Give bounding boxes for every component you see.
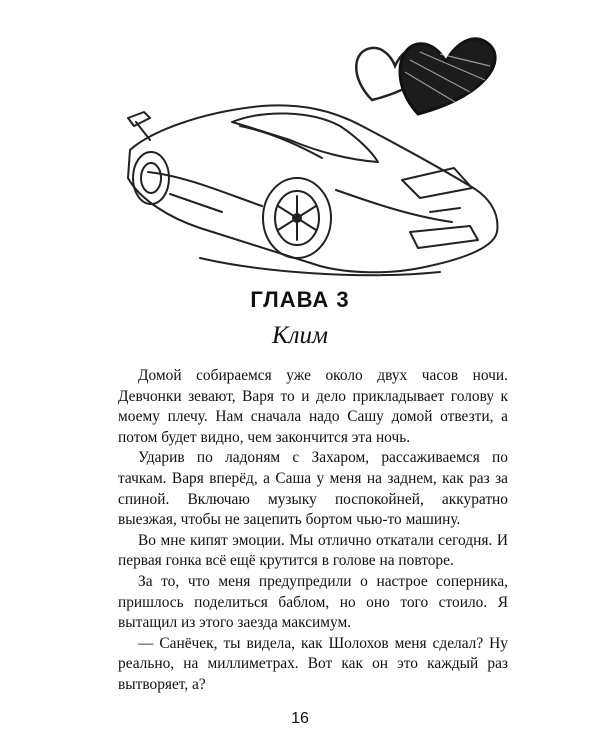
scribbled-heart-icon — [400, 39, 495, 114]
page-number: 16 — [291, 710, 309, 727]
chapter-subtitle: Клим — [272, 322, 328, 349]
paragraph: Во мне кипят эмоции. Мы отлично откатали сегодня. И первая гонка всё ещё крутится в голове на повторе. — [118, 531, 508, 570]
chapter-heading: ГЛАВА 3 — [250, 287, 350, 312]
paragraph: Домой собираемся уже около двух часов ночи. Девчонки зевают, Варя то и дело прикладывает голову к моему плечу. Нам сначала надо Сашу домой отвезти, а потом будет видно, чем закончится эта ночь. — [118, 367, 508, 446]
chapter-illustration — [0, 0, 600, 290]
hearts-sketch — [356, 39, 495, 114]
paragraph: — Санёчек, ты видела, как Шолохов меня сделал? Ну реально, на миллиметрах. Вот как он это каждый раз вытворяет, а? — [118, 634, 508, 693]
sports-car-sketch — [128, 105, 497, 275]
paragraph: Ударив по ладоням с Захаром, рассаживаемся по тачкам. Варя вперёд, а Саша у меня на заднем, как раз за спиной. Включаю музыку поспокойней, аккуратно выезжая, чтобы не зацепить бортом чью-то машину. — [118, 449, 508, 529]
paragraph: За то, что меня предупредили о настрое соперника, пришлось поделиться баблом, но оно того стоило. Я вытащил из этого заезда максимум. — [118, 572, 508, 632]
chapter-body — [118, 366, 508, 696]
